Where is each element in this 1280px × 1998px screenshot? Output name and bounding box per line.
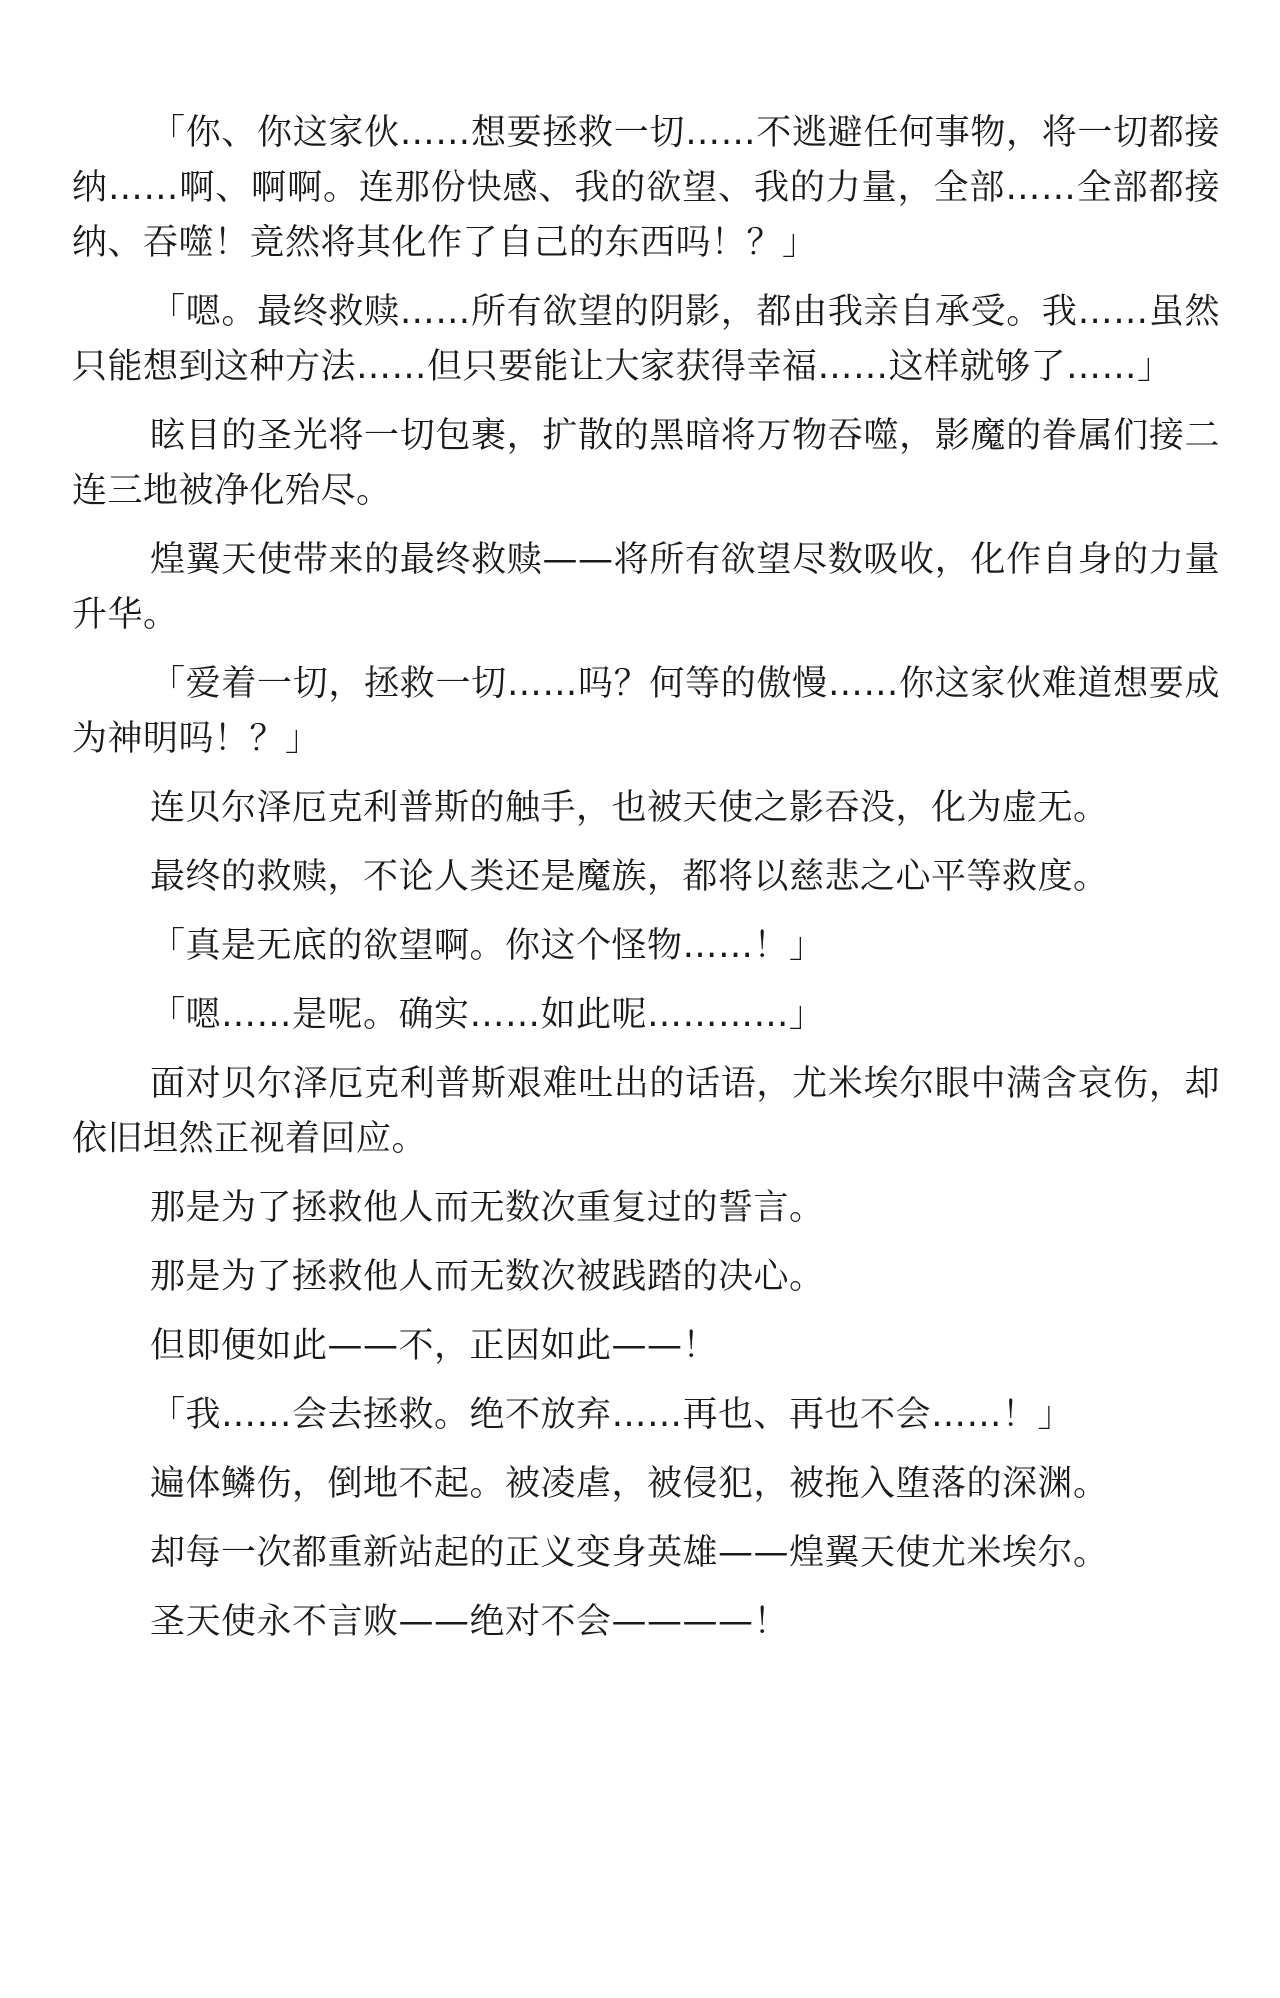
- paragraph-1: 「你、你这家伙……想要拯救一切……不逃避任何事物，将一切都接纳……啊、啊啊。连那份快感、我的欲望、我的力量，全部……全部都接纳、吞噬！竟然将其化作了自己的东西吗！？」: [72, 113, 1220, 263]
- paragraph-5: 「爱着一切，拯救一切……吗？何等的傲慢……你这家伙难道想要成为神明吗！？」: [72, 664, 1220, 759]
- paragraph-14: 「我……会去拯救。绝不放弃……再也、再也不会……！」: [150, 1395, 1074, 1435]
- paragraph-15: 遍体鳞伤，倒地不起。被凌虐，被侵犯，被拖入堕落的深渊。: [150, 1464, 1109, 1504]
- novel-text-body: [72, 106, 1220, 1664]
- paragraph-6: 连贝尔泽厄克利普斯的触手，也被天使之影吞没，化为虚无。: [150, 788, 1109, 828]
- paragraph-11: 那是为了拯救他人而无数次重复过的誓言。: [150, 1188, 825, 1228]
- paragraph-4: 煌翼天使带来的最终救赎——将所有欲望尽数吸收，化作自身的力量升华。: [72, 540, 1220, 635]
- paragraph-7: 最终的救赎，不论人类还是魔族，都将以慈悲之心平等救度。: [150, 857, 1109, 897]
- paragraph-8: 「真是无底的欲望啊。你这个怪物……！」: [150, 926, 825, 966]
- paragraph-16: 却每一次都重新站起的正义变身英雄——煌翼天使尤米埃尔。: [150, 1533, 1109, 1573]
- paragraph-3: 眩目的圣光将一切包裹，扩散的黑暗将万物吞噬，影魔的眷属们接二连三地被净化殆尽。: [72, 416, 1220, 511]
- paragraph-12: 那是为了拯救他人而无数次被践踏的决心。: [150, 1257, 825, 1297]
- paragraph-13: 但即便如此——不，正因如此——！: [150, 1326, 719, 1366]
- paragraph-17: 圣天使永不言败——绝对不会————！: [150, 1602, 790, 1642]
- paragraph-10: 面对贝尔泽厄克利普斯艰难吐出的话语，尤米埃尔眼中满含哀伤，却依旧坦然正视着回应。: [72, 1064, 1220, 1159]
- paragraph-9: 「嗯……是呢。确实……如此呢…………」: [150, 995, 825, 1035]
- paragraph-2: 「嗯。最终救赎……所有欲望的阴影，都由我亲自承受。我……虽然只能想到这种方法……但只要能让大家获得幸福……这样就够了……」: [72, 292, 1220, 387]
